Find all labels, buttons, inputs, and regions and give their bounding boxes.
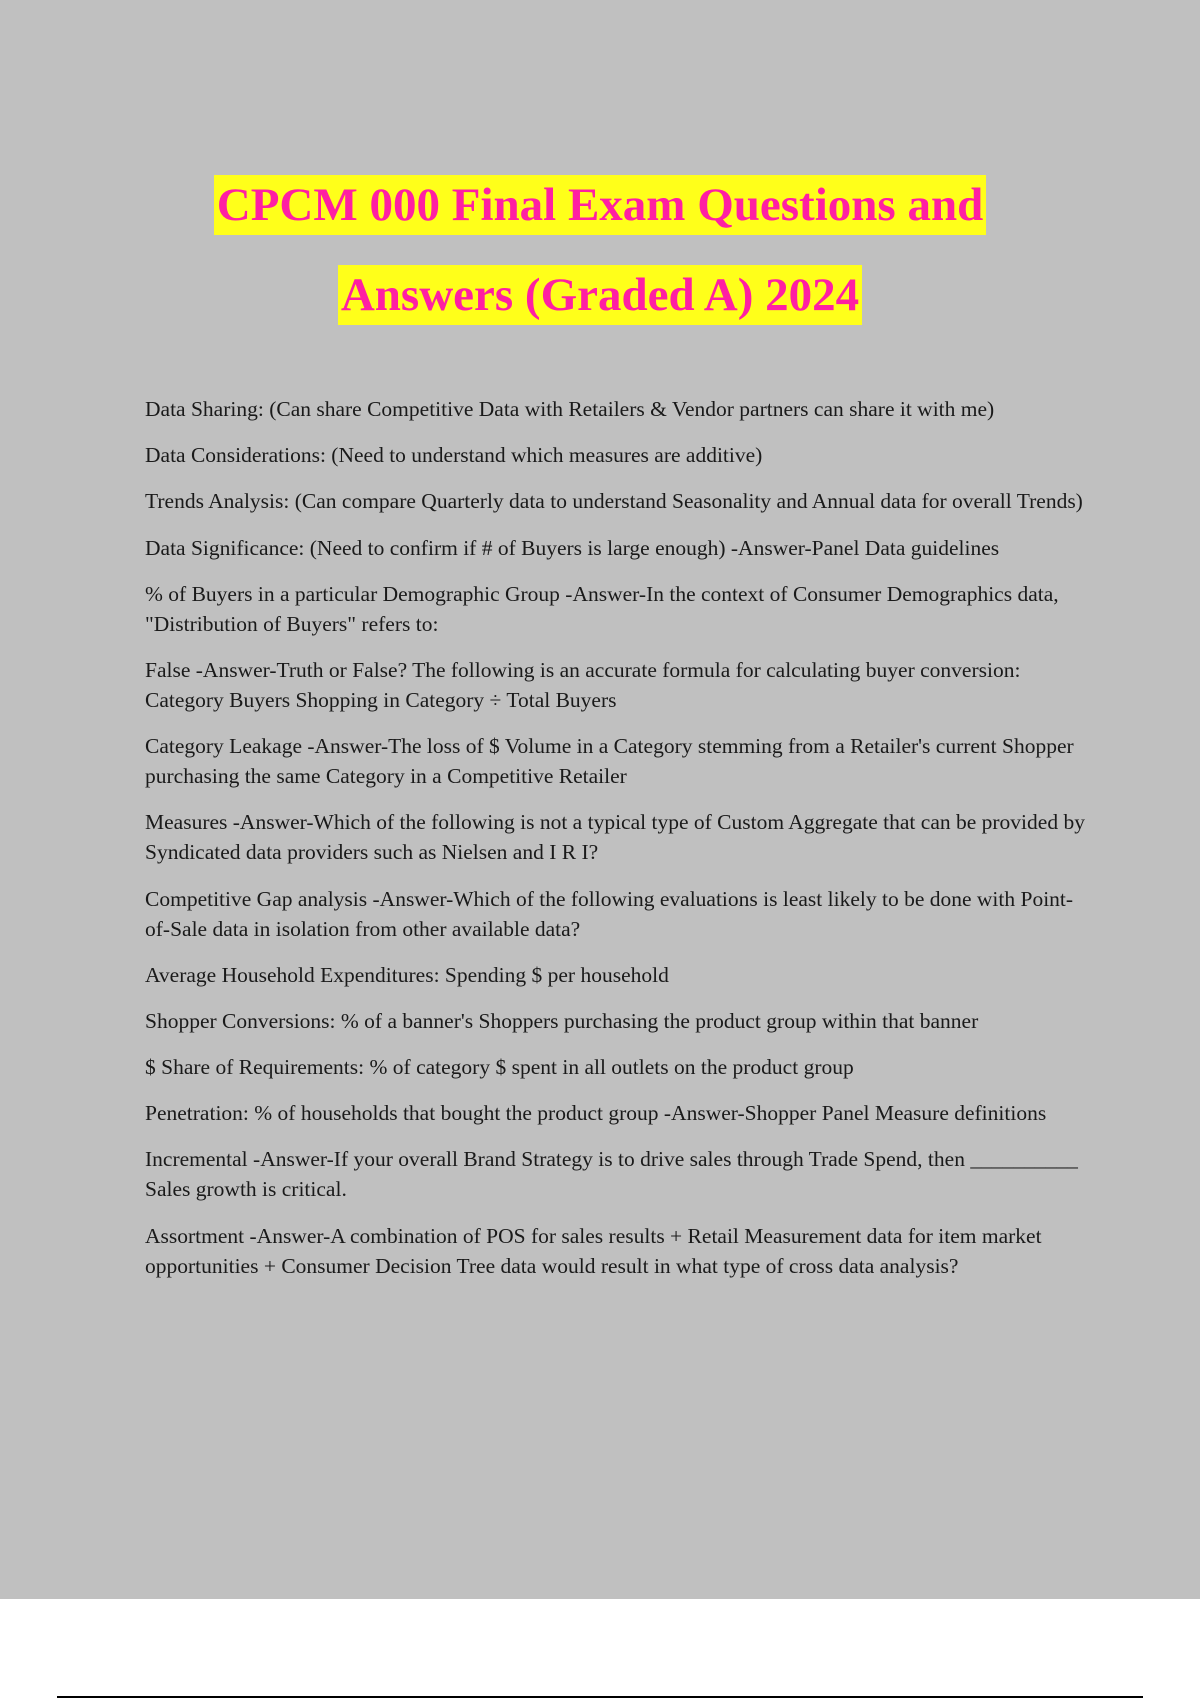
qa-item: Data Considerations: (Need to understand which measures are additive) — [145, 443, 763, 468]
qa-item: $ Share of Requirements: % of category $ spent in all outlets on the product group — [145, 1055, 854, 1080]
qa-item: Trends Analysis: (Can compare Quarterly data to understand Seasonality and Annual data for overall Trends) — [145, 489, 1083, 514]
qa-item: Data Significance: (Need to confirm if # of Buyers is large enough) -Answer-Panel Data guidelines — [145, 535, 1000, 560]
qa-item: Measures -Answer-Which of the following is not a typical type of Custom Aggregate that can be provided by Syndicated data providers such as Nielsen and I R I? — [145, 810, 1085, 865]
qa-item: False -Answer-Truth or False? The following is an accurate formula for calculating buyer conversion: Category Buyers Shopping in Category ÷ Total Buyers — [145, 657, 1021, 712]
qa-item: Average Household Expenditures: Spending $ per household — [145, 962, 669, 987]
title-line-2: Answers (Graded A) 2024 — [338, 265, 862, 325]
qa-item: Penetration: % of households that bought the product group -Answer-Shopper Panel Measure definitions — [145, 1101, 1047, 1126]
footer-divider — [57, 1696, 1143, 1698]
qa-item: Shopper Conversions: % of a banner's Shoppers purchasing the product group within that banner — [145, 1008, 979, 1033]
qa-item: Category Leakage -Answer-The loss of $ Volume in a Category stemming from a Retailer's current Shopper purchasing the same Category in a Competitive Retailer — [145, 734, 1074, 789]
qa-item: Incremental -Answer-If your overall Brand Strategy is to drive sales through Trade Spend, then __________ Sales growth is critical. — [145, 1147, 1078, 1202]
qa-item: % of Buyers in a particular Demographic Group -Answer-In the context of Consumer Demographics data, "Distribution of Buyers" refers to: — [145, 581, 1059, 636]
qa-item: Data Sharing: (Can share Competitive Data with Retailers & Vendor partners can share it with me) — [145, 397, 995, 421]
title-line-1: CPCM 000 Final Exam Questions and — [214, 175, 986, 235]
document-title — [0, 160, 1200, 340]
qa-item: Assortment -Answer-A combination of POS for sales results + Retail Measurement data for item market opportunities + Consumer Decision Tree data would result in what type of cross data analysis? — [145, 1223, 1042, 1278]
qa-item: Competitive Gap analysis -Answer-Which of the following evaluations is least likely to be done with Point-of-Sale data in isolation from other available data? — [145, 886, 1074, 941]
qa-list — [145, 394, 1090, 1297]
